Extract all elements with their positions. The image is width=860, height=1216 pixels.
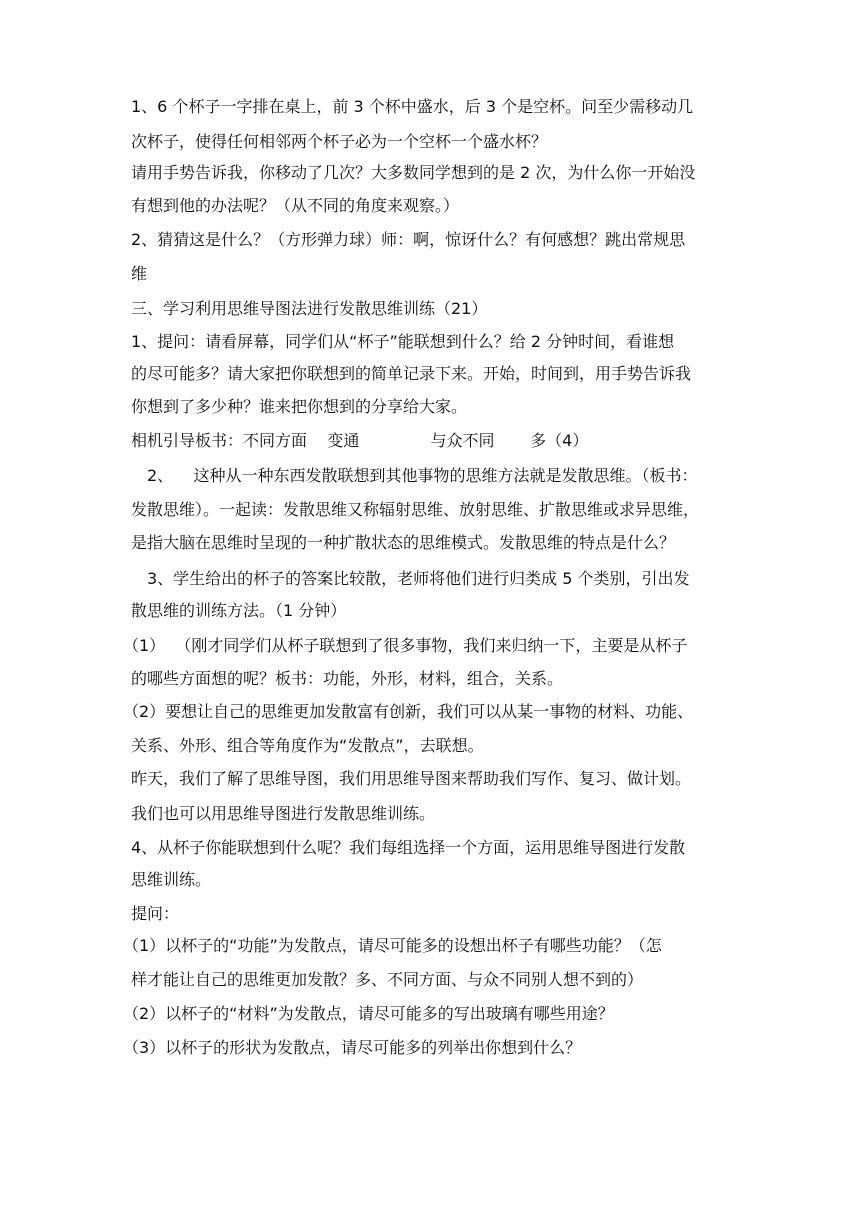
text-line: （1）以杯子的“功能”为发散点，请尽可能多的设想出杯子有哪些功能？（怎 [123, 936, 662, 955]
text-line: 有想到他的办法呢？（从不同的角度来观察。） [131, 196, 460, 215]
text-line: 你想到了多少种？谁来把你想到的分享给大家。 [131, 397, 468, 416]
text-line: 昨天，我们了解了思维导图，我们用思维导图来帮助我们写作、复习、做计划。 [131, 769, 692, 788]
text-line: 是指大脑在思维时呈现的一种扩散状态的思维模式。发散思维的特点是什么？ [131, 533, 676, 552]
text-line: 1、6 个杯子一字排在桌上，前 3 个杯中盛水，后 3 个是空杯。问至少需移动几 [131, 97, 694, 116]
text-line: 次杯子，使得任何相邻两个杯子必为一个空杯一个盛水杯？ [131, 132, 548, 151]
text-line: 相机引导板书：不同方面 变通 与众不同 多（4） [131, 431, 589, 450]
text-line: 2、猜猜这是什么？（方形弹力球）师：啊，惊讶什么？有何感想？跳出常规思 [131, 230, 686, 249]
text-line: 1、提问：请看屏幕，同学们从“杯子”能联想到什么？给 2 分钟时间，看谁想 [131, 332, 675, 351]
text-line: 发散思维）。一起读：发散思维又称辐射思维、放射思维、扩散思维或求异思维， [131, 500, 700, 519]
text-line: 请用手势告诉我，你移动了几次？大多数同学想到的是 2 次，为什么你一开始没 [131, 163, 696, 182]
text-line: 2、 这种从一种东西发散联想到其他事物的思维方法就是发散思维。（板书： [147, 466, 698, 485]
text-line: （2）要想让自己的思维更加发散富有创新，我们可以从某一事物的材料、功能、 [123, 702, 694, 721]
text-line: 散思维的训练方法。（1 分钟） [131, 601, 347, 620]
text-line: （1） （刚才同学们从杯子联想到了很多事物，我们来归纳一下，主要是从杯子 [123, 636, 688, 655]
text-line: 关系、外形、组合等角度作为“发散点”，去联想。 [131, 736, 484, 755]
text-line: 提问： [131, 904, 180, 923]
text-line: 思维训练。 [131, 870, 212, 889]
text-line: （3）以杯子的形状为发散点，请尽可能多的列举出你想到什么？ [123, 1038, 582, 1057]
text-line: 我们也可以用思维导图进行发散思维训练。 [131, 804, 436, 823]
text-line: 的尽可能多？请大家把你联想到的简单记录下来。开始，时间到，用手势告诉我 [131, 364, 692, 383]
text-line: 维 [131, 264, 148, 283]
text-line: 4、从杯子你能联想到什么呢？我们每组选择一个方面，运用思维导图进行发散 [131, 838, 686, 857]
text-line: 三、学习利用思维导图法进行发散思维训练（21） [131, 299, 488, 318]
text-line: （2）以杯子的“材料”为发散点，请尽可能多的写出玻璃有哪些用途？ [123, 1004, 614, 1023]
text-line: 3、学生给出的杯子的答案比较散，老师将他们进行归类成 5 个类别，引出发 [147, 569, 690, 588]
text-line: 的哪些方面想的呢？板书：功能，外形，材料，组合，关系。 [131, 669, 564, 688]
text-line: 样才能让自己的思维更加发散？多、不同方面、与众不同别人想不到的） [131, 970, 644, 989]
